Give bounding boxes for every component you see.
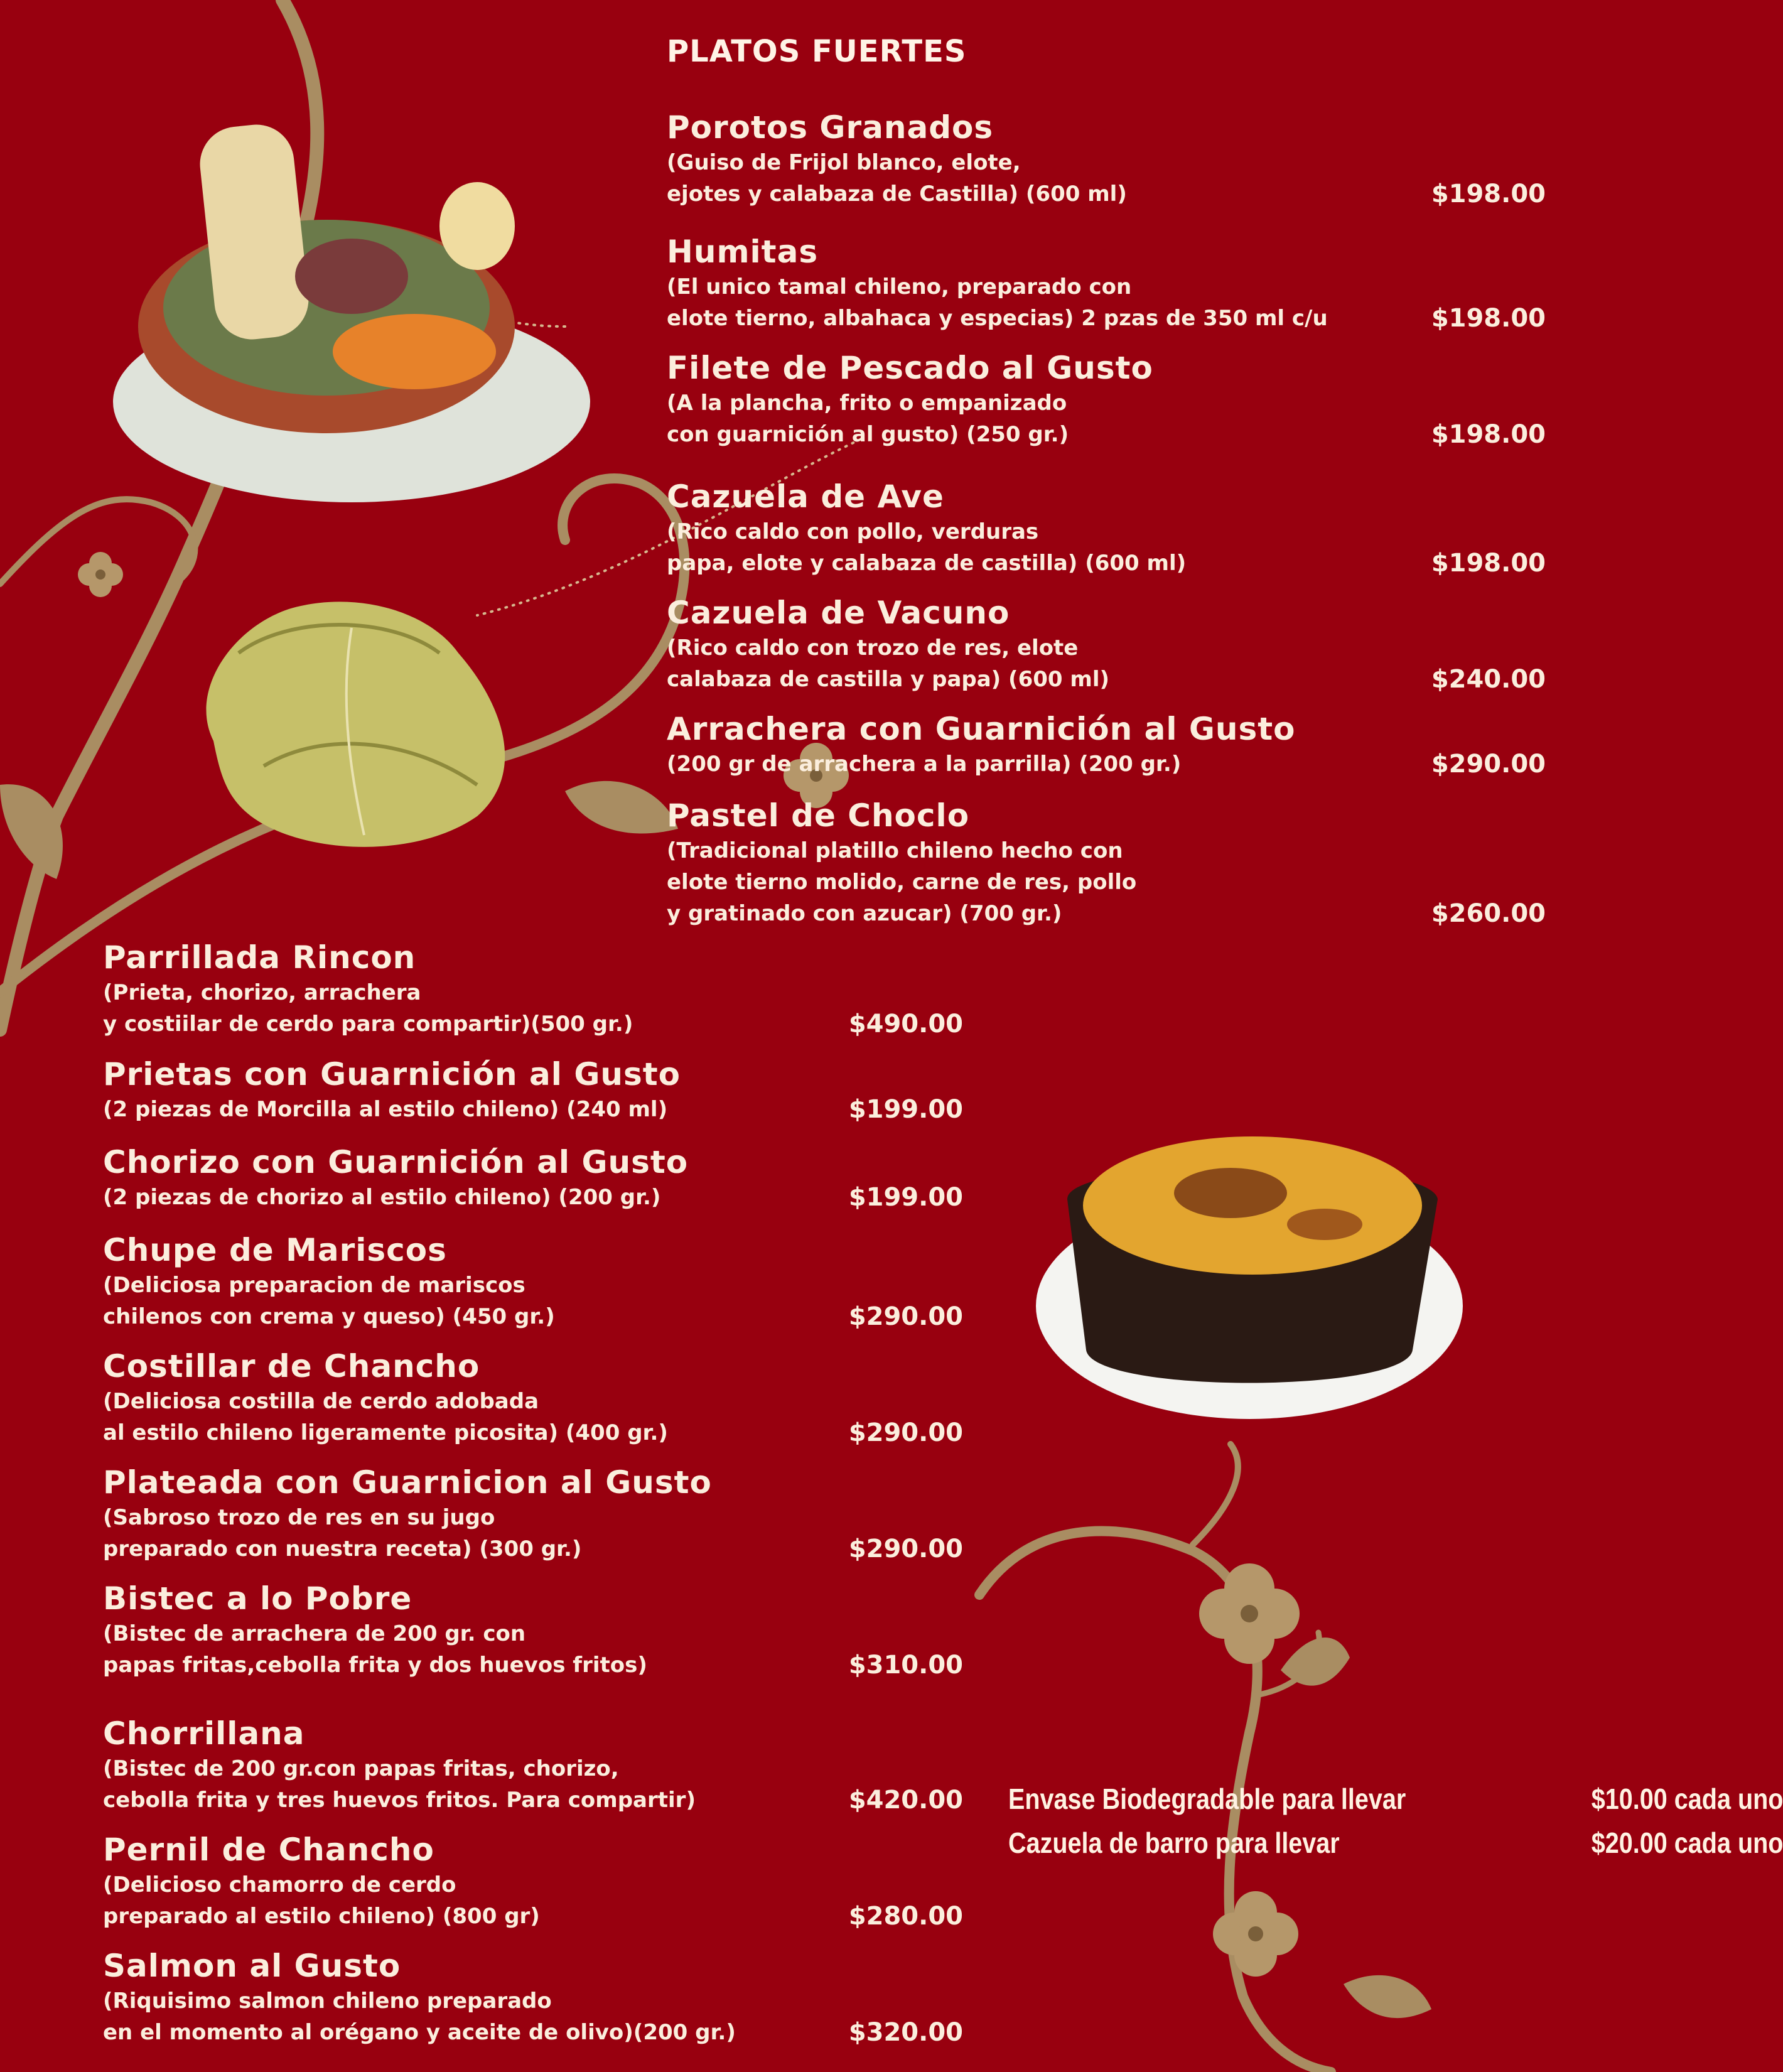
dish-description: (2 piezas de Morcilla al estilo chileno) (240 ml)	[103, 1097, 668, 1122]
dish-price: $240.00	[1431, 665, 1546, 694]
dish-price: $198.00	[1431, 549, 1546, 578]
photo-humitas	[206, 602, 505, 846]
dish-description: (Bistec de 200 gr.con papas fritas, chorizo,	[103, 1756, 619, 1781]
flower	[1199, 1563, 1300, 1664]
extra-row	[1008, 1826, 1783, 1870]
dish-name: Costillar de Chancho	[103, 1348, 480, 1384]
dish-name: Cazuela de Ave	[667, 478, 944, 515]
menu-item	[667, 710, 1546, 780]
extra-price: $10.00 cada uno	[1591, 1783, 1783, 1815]
leaf	[565, 781, 678, 834]
menu-item	[667, 593, 1546, 695]
dish-name: Porotos Granados	[667, 109, 994, 146]
dish-price: $199.00	[848, 1095, 963, 1124]
dish-description: (Guiso de Frijol blanco, elote,	[667, 150, 1021, 175]
dish-price: $290.00	[1431, 750, 1546, 779]
dish-description: calabaza de castilla y papa) (600 ml)	[667, 667, 1110, 692]
dish-description: (Rico caldo con trozo de res, elote	[667, 635, 1079, 661]
dish-description: elote tierno, albahaca y especias) 2 pzas de 350 ml c/u	[667, 306, 1328, 331]
menu-item	[103, 1347, 963, 1449]
dish-description: con guarnición al gusto) (250 gr.)	[667, 422, 1069, 447]
dish-price: $198.00	[1431, 304, 1546, 333]
dish-description: (A la plancha, frito o empanizado	[667, 391, 1067, 416]
menu-item	[103, 1830, 963, 1932]
menu-item	[667, 796, 1546, 929]
dish-description: y gratinado con azucar) (700 gr.)	[667, 901, 1062, 926]
dish-description: (Tradicional platillo chileno hecho con	[667, 838, 1123, 863]
dish-name: Chorizo con Guarnición al Gusto	[103, 1144, 689, 1180]
dish-description: ejotes y calabaza de Castilla) (600 ml)	[667, 181, 1127, 207]
menu-item	[103, 1231, 963, 1332]
menu-item	[667, 108, 1546, 210]
dish-description: (Delicioso chamorro de cerdo	[103, 1872, 456, 1897]
dish-name: Prietas con Guarnición al Gusto	[103, 1056, 681, 1093]
dish-name: Humitas	[667, 234, 819, 270]
menu-item	[667, 232, 1546, 334]
menu-item	[103, 1714, 963, 1816]
dish-description: (El unico tamal chileno, preparado con	[667, 274, 1132, 299]
dish-description: (2 piezas de chorizo al estilo chileno) (200 gr.)	[103, 1185, 661, 1210]
dish-name: Pastel de Choclo	[667, 797, 970, 834]
dish-name: Chorrillana	[103, 1715, 305, 1752]
dish-name: Pernil de Chancho	[103, 1832, 434, 1868]
leaf	[1281, 1638, 1350, 1686]
section-title: PLATOS FUERTES	[667, 34, 967, 69]
dish-description: (Deliciosa costilla de cerdo adobada	[103, 1389, 539, 1414]
dish-description: preparado al estilo chileno) (800 gr)	[103, 1904, 540, 1929]
dish-description: (Sabroso trozo de res en su jugo	[103, 1505, 495, 1530]
dish-price: $490.00	[848, 1010, 963, 1039]
dish-description: (Prieta, chorizo, arrachera	[103, 980, 421, 1005]
dish-description: (Bistec de arrachera de 200 gr. con	[103, 1621, 526, 1646]
extra-row	[1008, 1782, 1783, 1826]
dish-name: Parrillada Rincon	[103, 939, 416, 976]
dish-description: (200 gr de arrachera a la parrilla) (200 gr.)	[667, 752, 1182, 777]
dish-description: cebolla frita y tres huevos fritos. Para compartir)	[103, 1788, 696, 1813]
dish-price: $290.00	[848, 1535, 963, 1563]
dish-description: chilenos con crema y queso) (450 gr.)	[103, 1304, 555, 1329]
flower	[78, 552, 123, 597]
menu-item	[103, 1579, 963, 1681]
dish-description: papa, elote y calabaza de castilla) (600 ml)	[667, 551, 1187, 576]
dish-name: Arrachera con Guarnición al Gusto	[667, 711, 1296, 747]
leaf	[0, 784, 63, 879]
dish-price: $280.00	[848, 1902, 963, 1931]
dish-description: preparado con nuestra receta) (300 gr.)	[103, 1536, 582, 1562]
dish-description: (Riquisimo salmon chileno preparado	[103, 1988, 552, 2014]
extra-label: Envase Biodegradable para llevar	[1008, 1783, 1406, 1815]
dish-price: $290.00	[848, 1302, 963, 1331]
menu-item	[103, 1143, 963, 1213]
photo-porotos-granados	[113, 121, 590, 502]
leaf	[1344, 1975, 1431, 2018]
dish-price: $310.00	[848, 1651, 963, 1680]
dish-price: $260.00	[1431, 899, 1546, 928]
dish-name: Cazuela de Vacuno	[667, 595, 1010, 631]
dish-description: y costiilar de cerdo para compartir)(500 gr.)	[103, 1012, 633, 1037]
takeaway-extras	[1008, 1782, 1783, 1870]
dish-name: Filete de Pescado al Gusto	[667, 350, 1153, 386]
dish-price: $290.00	[848, 1418, 963, 1447]
dish-description: papas fritas,cebolla frita y dos huevos fritos)	[103, 1653, 647, 1678]
dish-name: Chupe de Mariscos	[103, 1232, 447, 1268]
dish-price: $320.00	[848, 2018, 963, 2047]
dish-name: Salmon al Gusto	[103, 1948, 401, 1984]
dish-description: al estilo chileno ligeramente picosita) (400 gr.)	[103, 1420, 668, 1445]
dish-description: en el momento al orégano y aceite de olivo)(200 gr.)	[103, 2020, 736, 2045]
menu-item	[667, 477, 1546, 579]
dish-description: elote tierno molido, carne de res, pollo	[667, 870, 1137, 895]
dish-price: $420.00	[848, 1786, 963, 1815]
photo-pastel-de-choclo	[1036, 1136, 1463, 1419]
dish-price: $199.00	[848, 1183, 963, 1212]
dish-description: (Deliciosa preparacion de mariscos	[103, 1273, 525, 1298]
extra-price: $20.00 cada uno	[1591, 1826, 1783, 1859]
dish-description: (Rico caldo con pollo, verduras	[667, 519, 1039, 544]
menu-item	[103, 938, 963, 1040]
dish-price: $198.00	[1431, 420, 1546, 449]
menu-item	[103, 1463, 963, 1565]
dish-name: Bistec a lo Pobre	[103, 1580, 412, 1617]
vine-stem	[1193, 1444, 1238, 1545]
dish-price: $198.00	[1431, 180, 1546, 208]
dish-name: Plateada con Guarnicion al Gusto	[103, 1464, 712, 1501]
menu-item	[103, 1946, 963, 2048]
extra-label: Cazuela de barro para llevar	[1008, 1826, 1340, 1859]
menu-item	[103, 1055, 963, 1125]
menu-item	[667, 348, 1546, 450]
